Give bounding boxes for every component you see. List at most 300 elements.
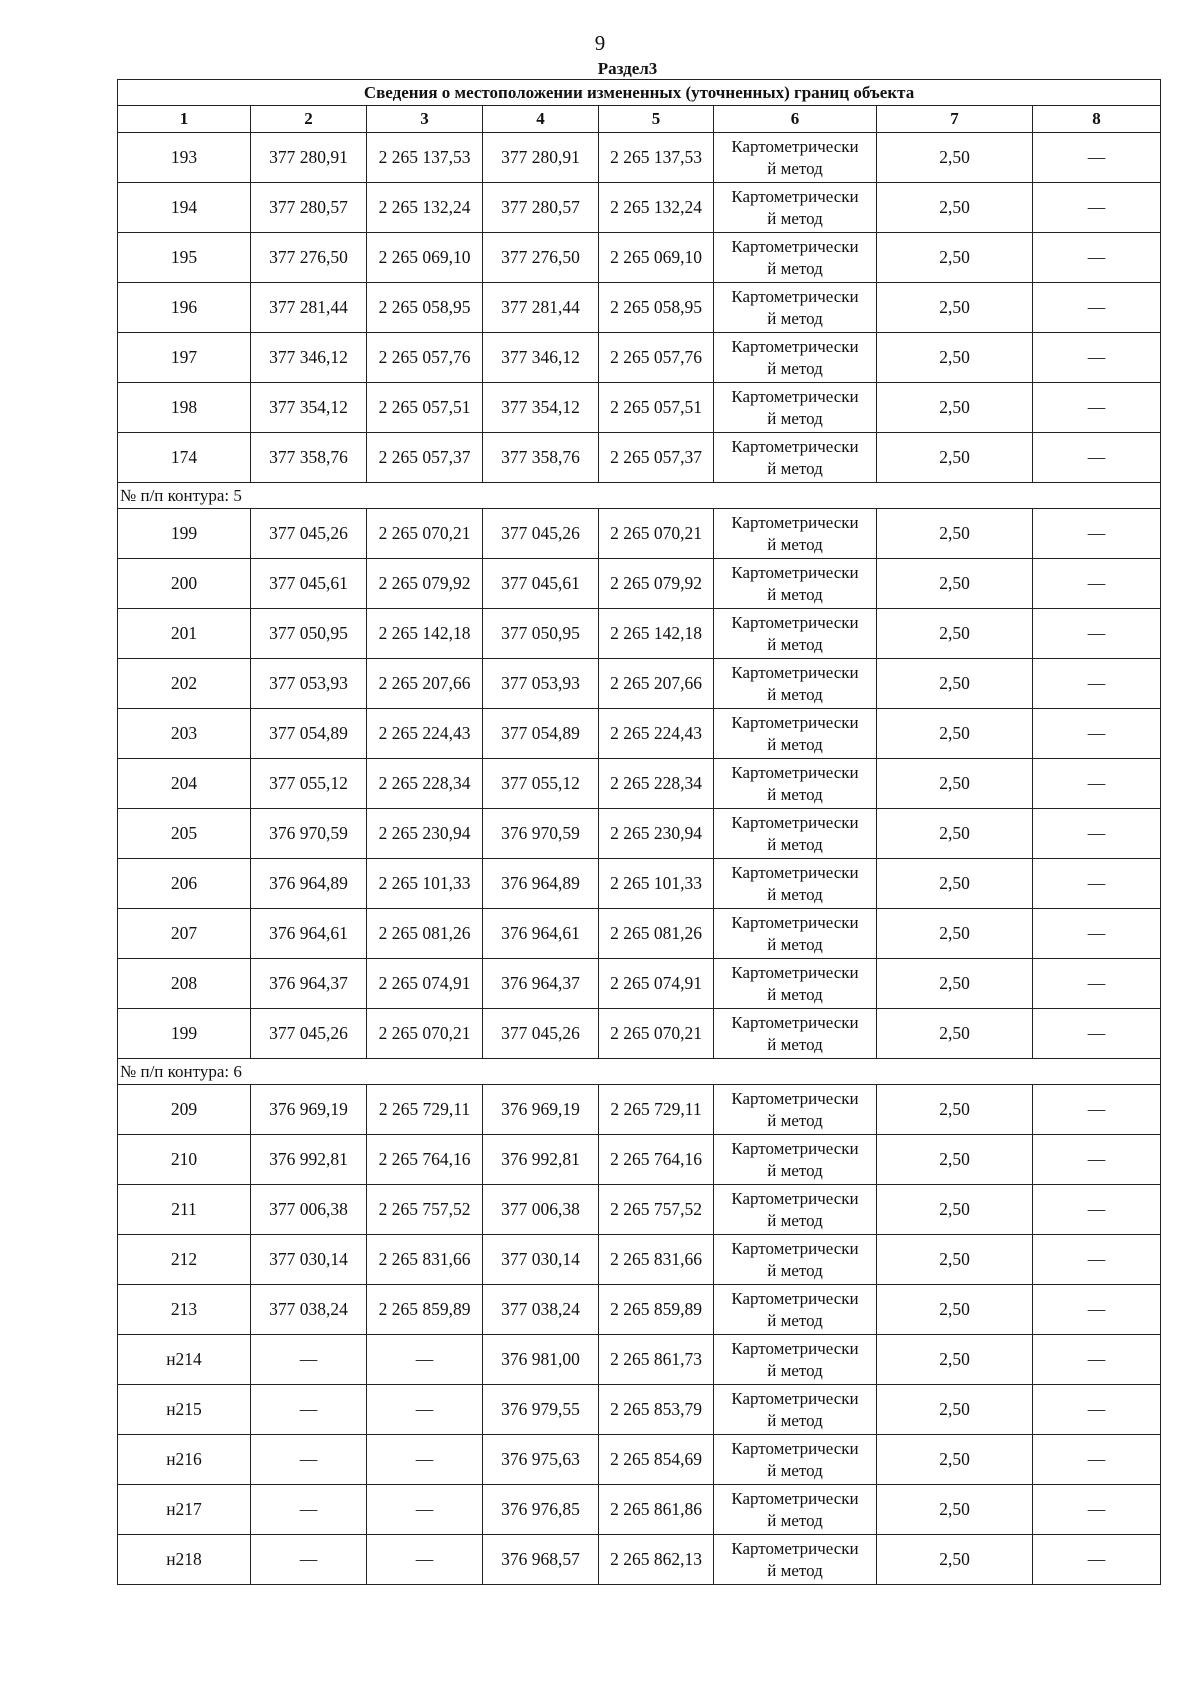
method-line: й метод [767,1360,823,1380]
x-updated-cell: 376 992,81 [483,1135,599,1185]
table-row [118,609,1161,659]
point-number-cell: 208 [118,959,251,1009]
y-existing-cell: 2 265 228,34 [367,759,483,809]
point-number-cell: 201 [118,609,251,659]
method-line: Картометрически [731,1288,859,1308]
x-updated-cell: 377 050,95 [483,609,599,659]
description-cell: — [1033,909,1161,959]
description-cell: — [1033,709,1161,759]
accuracy-cell: 2,50 [877,133,1033,183]
method-line: й метод [767,934,823,954]
description-cell: — [1033,233,1161,283]
table-row [118,133,1161,183]
accuracy-cell: 2,50 [877,1009,1033,1059]
x-updated-cell: 376 968,57 [483,1535,599,1585]
accuracy-cell: 2,50 [877,859,1033,909]
y-updated-cell: 2 265 228,34 [599,759,714,809]
y-existing-cell: 2 265 132,24 [367,183,483,233]
y-existing-cell: 2 265 207,66 [367,659,483,709]
x-updated-cell: 376 964,89 [483,859,599,909]
table-row [118,809,1161,859]
y-updated-cell: 2 265 137,53 [599,133,714,183]
method-line: Картометрически [731,1388,859,1408]
table-row [118,1285,1161,1335]
point-number-cell: 202 [118,659,251,709]
point-number-cell: 197 [118,333,251,383]
accuracy-cell: 2,50 [877,383,1033,433]
method-line: й метод [767,634,823,654]
table-row [118,1235,1161,1285]
section-title: Раздел3 [597,59,658,78]
method-line: й метод [767,358,823,378]
method-line: Картометрически [731,1438,859,1458]
method-cell [714,1285,877,1335]
y-updated-cell: 2 265 861,73 [599,1335,714,1385]
x-existing-cell: 377 053,93 [251,659,367,709]
table-row [118,1435,1161,1485]
method-line: Картометрически [731,1238,859,1258]
method-line: Картометрически [731,436,859,456]
accuracy-cell: 2,50 [877,959,1033,1009]
y-updated-cell: 2 265 057,76 [599,333,714,383]
y-existing-cell: 2 265 058,95 [367,283,483,333]
x-existing-cell: 376 970,59 [251,809,367,859]
y-updated-cell: 2 265 207,66 [599,659,714,709]
y-existing-cell: — [367,1385,483,1435]
point-number-cell: 198 [118,383,251,433]
method-line: й метод [767,1110,823,1130]
y-existing-cell: 2 265 101,33 [367,859,483,909]
y-updated-cell: 2 265 074,91 [599,959,714,1009]
y-updated-cell: 2 265 069,10 [599,233,714,283]
x-existing-cell: 377 276,50 [251,233,367,283]
accuracy-cell: 2,50 [877,1185,1033,1235]
description-cell: — [1033,1435,1161,1485]
table-row [118,383,1161,433]
accuracy-cell: 2,50 [877,709,1033,759]
method-line: Картометрически [731,662,859,682]
y-updated-cell: 2 265 101,33 [599,859,714,909]
point-number-cell: н214 [118,1335,251,1385]
description-cell: — [1033,1485,1161,1535]
x-updated-cell: 377 054,89 [483,709,599,759]
y-existing-cell: 2 265 070,21 [367,509,483,559]
point-number-cell: 204 [118,759,251,809]
y-existing-cell: — [367,1335,483,1385]
x-existing-cell: — [251,1385,367,1435]
x-existing-cell: — [251,1335,367,1385]
table-row [118,759,1161,809]
description-cell: — [1033,433,1161,483]
method-line: й метод [767,158,823,178]
method-cell [714,333,877,383]
point-number-cell: 205 [118,809,251,859]
method-cell [714,133,877,183]
method-line: Картометрически [731,762,859,782]
method-line: й метод [767,308,823,328]
x-existing-cell: 377 358,76 [251,433,367,483]
contour-label: № п/п контура: 5 [118,483,1161,509]
method-line: й метод [767,734,823,754]
point-number-cell: 209 [118,1085,251,1135]
x-existing-cell: 377 038,24 [251,1285,367,1335]
table-row [118,959,1161,1009]
accuracy-cell: 2,50 [877,1285,1033,1335]
table-row [118,283,1161,333]
y-updated-cell: 2 265 230,94 [599,809,714,859]
x-updated-cell: 377 038,24 [483,1285,599,1335]
x-existing-cell: 377 346,12 [251,333,367,383]
method-line: Картометрически [731,712,859,732]
x-existing-cell: 377 280,57 [251,183,367,233]
accuracy-cell: 2,50 [877,1335,1033,1385]
x-updated-cell: 376 979,55 [483,1385,599,1435]
method-cell [714,859,877,909]
accuracy-cell: 2,50 [877,1235,1033,1285]
x-updated-cell: 377 358,76 [483,433,599,483]
method-cell [714,1085,877,1135]
column-header: 2 [251,106,367,133]
table-row [118,1185,1161,1235]
table-row [118,333,1161,383]
x-updated-cell: 377 053,93 [483,659,599,709]
x-existing-cell: 377 050,95 [251,609,367,659]
y-updated-cell: 2 265 757,52 [599,1185,714,1235]
y-existing-cell: 2 265 831,66 [367,1235,483,1285]
accuracy-cell: 2,50 [877,333,1033,383]
x-existing-cell: — [251,1535,367,1585]
method-cell [714,1135,877,1185]
description-cell: — [1033,1135,1161,1185]
x-updated-cell: 377 276,50 [483,233,599,283]
table-row [118,559,1161,609]
method-line: Картометрически [731,236,859,256]
column-header: 4 [483,106,599,133]
x-updated-cell: 377 280,91 [483,133,599,183]
method-line: Картометрически [731,186,859,206]
y-existing-cell: 2 265 137,53 [367,133,483,183]
x-updated-cell: 376 964,61 [483,909,599,959]
column-header: 3 [367,106,483,133]
description-cell: — [1033,333,1161,383]
method-line: й метод [767,1560,823,1580]
accuracy-cell: 2,50 [877,659,1033,709]
y-existing-cell: 2 265 069,10 [367,233,483,283]
x-existing-cell: 377 045,61 [251,559,367,609]
accuracy-cell: 2,50 [877,909,1033,959]
accuracy-cell: 2,50 [877,1085,1033,1135]
column-header: 1 [118,106,251,133]
method-line: й метод [767,1034,823,1054]
point-number-cell: н218 [118,1535,251,1585]
y-updated-cell: 2 265 853,79 [599,1385,714,1435]
table-row [118,1335,1161,1385]
accuracy-cell: 2,50 [877,433,1033,483]
x-existing-cell: — [251,1485,367,1535]
y-updated-cell: 2 265 224,43 [599,709,714,759]
table-row [118,709,1161,759]
y-existing-cell: 2 265 079,92 [367,559,483,609]
x-existing-cell: 377 045,26 [251,509,367,559]
description-cell: — [1033,283,1161,333]
method-line: Картометрически [731,862,859,882]
method-line: Картометрически [731,136,859,156]
method-line: й метод [767,834,823,854]
x-existing-cell: 376 964,37 [251,959,367,1009]
accuracy-cell: 2,50 [877,509,1033,559]
point-number-cell: 196 [118,283,251,333]
method-cell [714,1535,877,1585]
x-updated-cell: 377 055,12 [483,759,599,809]
method-cell [714,383,877,433]
description-cell: — [1033,1185,1161,1235]
method-cell [714,659,877,709]
x-updated-cell: 377 045,26 [483,1009,599,1059]
point-number-cell: н215 [118,1385,251,1435]
method-line: й метод [767,884,823,904]
description-cell: — [1033,1335,1161,1385]
method-line: й метод [767,1510,823,1530]
x-updated-cell: 376 970,59 [483,809,599,859]
description-cell: — [1033,609,1161,659]
method-cell [714,1485,877,1535]
y-existing-cell: — [367,1535,483,1585]
point-number-cell: 199 [118,1009,251,1059]
method-cell [714,509,877,559]
y-existing-cell: 2 265 081,26 [367,909,483,959]
description-cell: — [1033,959,1161,1009]
method-line: Картометрически [731,1188,859,1208]
point-number-cell: 200 [118,559,251,609]
y-updated-cell: 2 265 859,89 [599,1285,714,1335]
description-cell: — [1033,1285,1161,1335]
method-line: й метод [767,208,823,228]
x-updated-cell: 377 354,12 [483,383,599,433]
point-number-cell: 194 [118,183,251,233]
point-number-cell: 211 [118,1185,251,1235]
method-line: Картометрически [731,1488,859,1508]
method-cell [714,959,877,1009]
x-updated-cell: 377 045,61 [483,559,599,609]
accuracy-cell: 2,50 [877,1385,1033,1435]
y-existing-cell: — [367,1485,483,1535]
description-cell: — [1033,659,1161,709]
method-cell [714,709,877,759]
x-updated-cell: 377 006,38 [483,1185,599,1235]
y-existing-cell: 2 265 764,16 [367,1135,483,1185]
method-cell [714,759,877,809]
method-cell [714,233,877,283]
y-updated-cell: 2 265 070,21 [599,1009,714,1059]
x-updated-cell: 376 981,00 [483,1335,599,1385]
accuracy-cell: 2,50 [877,183,1033,233]
accuracy-cell: 2,50 [877,609,1033,659]
table-row [118,659,1161,709]
table-row [118,1385,1161,1435]
x-existing-cell: — [251,1435,367,1485]
method-line: й метод [767,408,823,428]
table-row [118,1135,1161,1185]
description-cell: — [1033,759,1161,809]
x-updated-cell: 377 045,26 [483,509,599,559]
method-line: Картометрически [731,962,859,982]
column-header: 8 [1033,106,1161,133]
method-cell [714,183,877,233]
description-cell: — [1033,1009,1161,1059]
x-updated-cell: 377 280,57 [483,183,599,233]
y-updated-cell: 2 265 729,11 [599,1085,714,1135]
column-header: 7 [877,106,1033,133]
y-updated-cell: 2 265 764,16 [599,1135,714,1185]
y-updated-cell: 2 265 132,24 [599,183,714,233]
x-existing-cell: 376 969,19 [251,1085,367,1135]
method-line: Картометрически [731,386,859,406]
x-existing-cell: 376 992,81 [251,1135,367,1185]
method-line: Картометрически [731,336,859,356]
y-existing-cell: 2 265 057,37 [367,433,483,483]
y-updated-cell: 2 265 831,66 [599,1235,714,1285]
y-existing-cell: 2 265 729,11 [367,1085,483,1135]
x-existing-cell: 377 030,14 [251,1235,367,1285]
method-cell [714,1435,877,1485]
table-row [118,859,1161,909]
y-existing-cell: 2 265 074,91 [367,959,483,1009]
y-existing-cell: 2 265 757,52 [367,1185,483,1235]
table-row [118,909,1161,959]
description-cell: — [1033,1085,1161,1135]
x-updated-cell: 376 976,85 [483,1485,599,1535]
method-line: й метод [767,784,823,804]
table-row [118,233,1161,283]
accuracy-cell: 2,50 [877,233,1033,283]
point-number-cell: 174 [118,433,251,483]
point-number-cell: 199 [118,509,251,559]
x-existing-cell: 377 054,89 [251,709,367,759]
accuracy-cell: 2,50 [877,1485,1033,1535]
method-cell [714,609,877,659]
method-line: Картометрически [731,286,859,306]
description-cell: — [1033,809,1161,859]
method-line: й метод [767,258,823,278]
y-updated-cell: 2 265 854,69 [599,1435,714,1485]
x-existing-cell: 377 045,26 [251,1009,367,1059]
method-cell [714,1009,877,1059]
description-cell: — [1033,509,1161,559]
x-existing-cell: 377 006,38 [251,1185,367,1235]
y-existing-cell: 2 265 142,18 [367,609,483,659]
point-number-cell: 213 [118,1285,251,1335]
description-cell: — [1033,183,1161,233]
column-header: 6 [714,106,877,133]
method-line: й метод [767,534,823,554]
contour-label: № п/п контура: 6 [118,1059,1161,1085]
method-line: й метод [767,1160,823,1180]
description-cell: — [1033,1385,1161,1435]
accuracy-cell: 2,50 [877,1435,1033,1485]
method-line: Картометрически [731,1138,859,1158]
accuracy-cell: 2,50 [877,559,1033,609]
method-cell [714,1335,877,1385]
method-cell [714,809,877,859]
y-updated-cell: 2 265 862,13 [599,1535,714,1585]
method-line: й метод [767,1410,823,1430]
method-cell [714,1235,877,1285]
method-line: й метод [767,984,823,1004]
method-line: й метод [767,1210,823,1230]
method-line: Картометрически [731,1088,859,1108]
x-existing-cell: 377 280,91 [251,133,367,183]
y-existing-cell: 2 265 230,94 [367,809,483,859]
method-cell [714,909,877,959]
x-updated-cell: 377 281,44 [483,283,599,333]
y-updated-cell: 2 265 057,37 [599,433,714,483]
y-existing-cell: 2 265 859,89 [367,1285,483,1335]
table-row [118,1009,1161,1059]
accuracy-cell: 2,50 [877,283,1033,333]
point-number-cell: 193 [118,133,251,183]
x-updated-cell: 376 975,63 [483,1435,599,1485]
y-existing-cell: — [367,1435,483,1485]
point-number-cell: 195 [118,233,251,283]
table-row [118,1485,1161,1535]
accuracy-cell: 2,50 [877,759,1033,809]
description-cell: — [1033,133,1161,183]
table-row [118,1535,1161,1585]
contour-row [118,1059,1161,1085]
y-existing-cell: 2 265 224,43 [367,709,483,759]
column-header: 5 [599,106,714,133]
page-number: 9 [594,31,606,55]
accuracy-cell: 2,50 [877,1135,1033,1185]
method-line: й метод [767,458,823,478]
x-existing-cell: 376 964,61 [251,909,367,959]
point-number-cell: 203 [118,709,251,759]
y-existing-cell: 2 265 070,21 [367,1009,483,1059]
method-cell [714,433,877,483]
point-number-cell: н217 [118,1485,251,1535]
column-header-row [118,106,1161,133]
method-line: й метод [767,1460,823,1480]
method-line: й метод [767,1310,823,1330]
table-row [118,183,1161,233]
y-updated-cell: 2 265 142,18 [599,609,714,659]
method-line: Картометрически [731,562,859,582]
method-line: й метод [767,1260,823,1280]
method-line: Картометрически [731,1538,859,1558]
method-cell [714,283,877,333]
x-existing-cell: 376 964,89 [251,859,367,909]
description-cell: — [1033,1535,1161,1585]
x-existing-cell: 377 354,12 [251,383,367,433]
boundary-table [117,79,1161,1585]
y-existing-cell: 2 265 057,76 [367,333,483,383]
method-line: Картометрически [731,512,859,532]
table-caption: Сведения о местоположении измененных (уточненных) границ объекта [118,80,1161,106]
description-cell: — [1033,559,1161,609]
accuracy-cell: 2,50 [877,809,1033,859]
y-updated-cell: 2 265 058,95 [599,283,714,333]
y-updated-cell: 2 265 057,51 [599,383,714,433]
x-updated-cell: 376 964,37 [483,959,599,1009]
y-updated-cell: 2 265 081,26 [599,909,714,959]
description-cell: — [1033,859,1161,909]
x-existing-cell: 377 055,12 [251,759,367,809]
point-number-cell: 212 [118,1235,251,1285]
accuracy-cell: 2,50 [877,1535,1033,1585]
table-row [118,433,1161,483]
method-line: й метод [767,584,823,604]
method-line: Картометрически [731,912,859,932]
